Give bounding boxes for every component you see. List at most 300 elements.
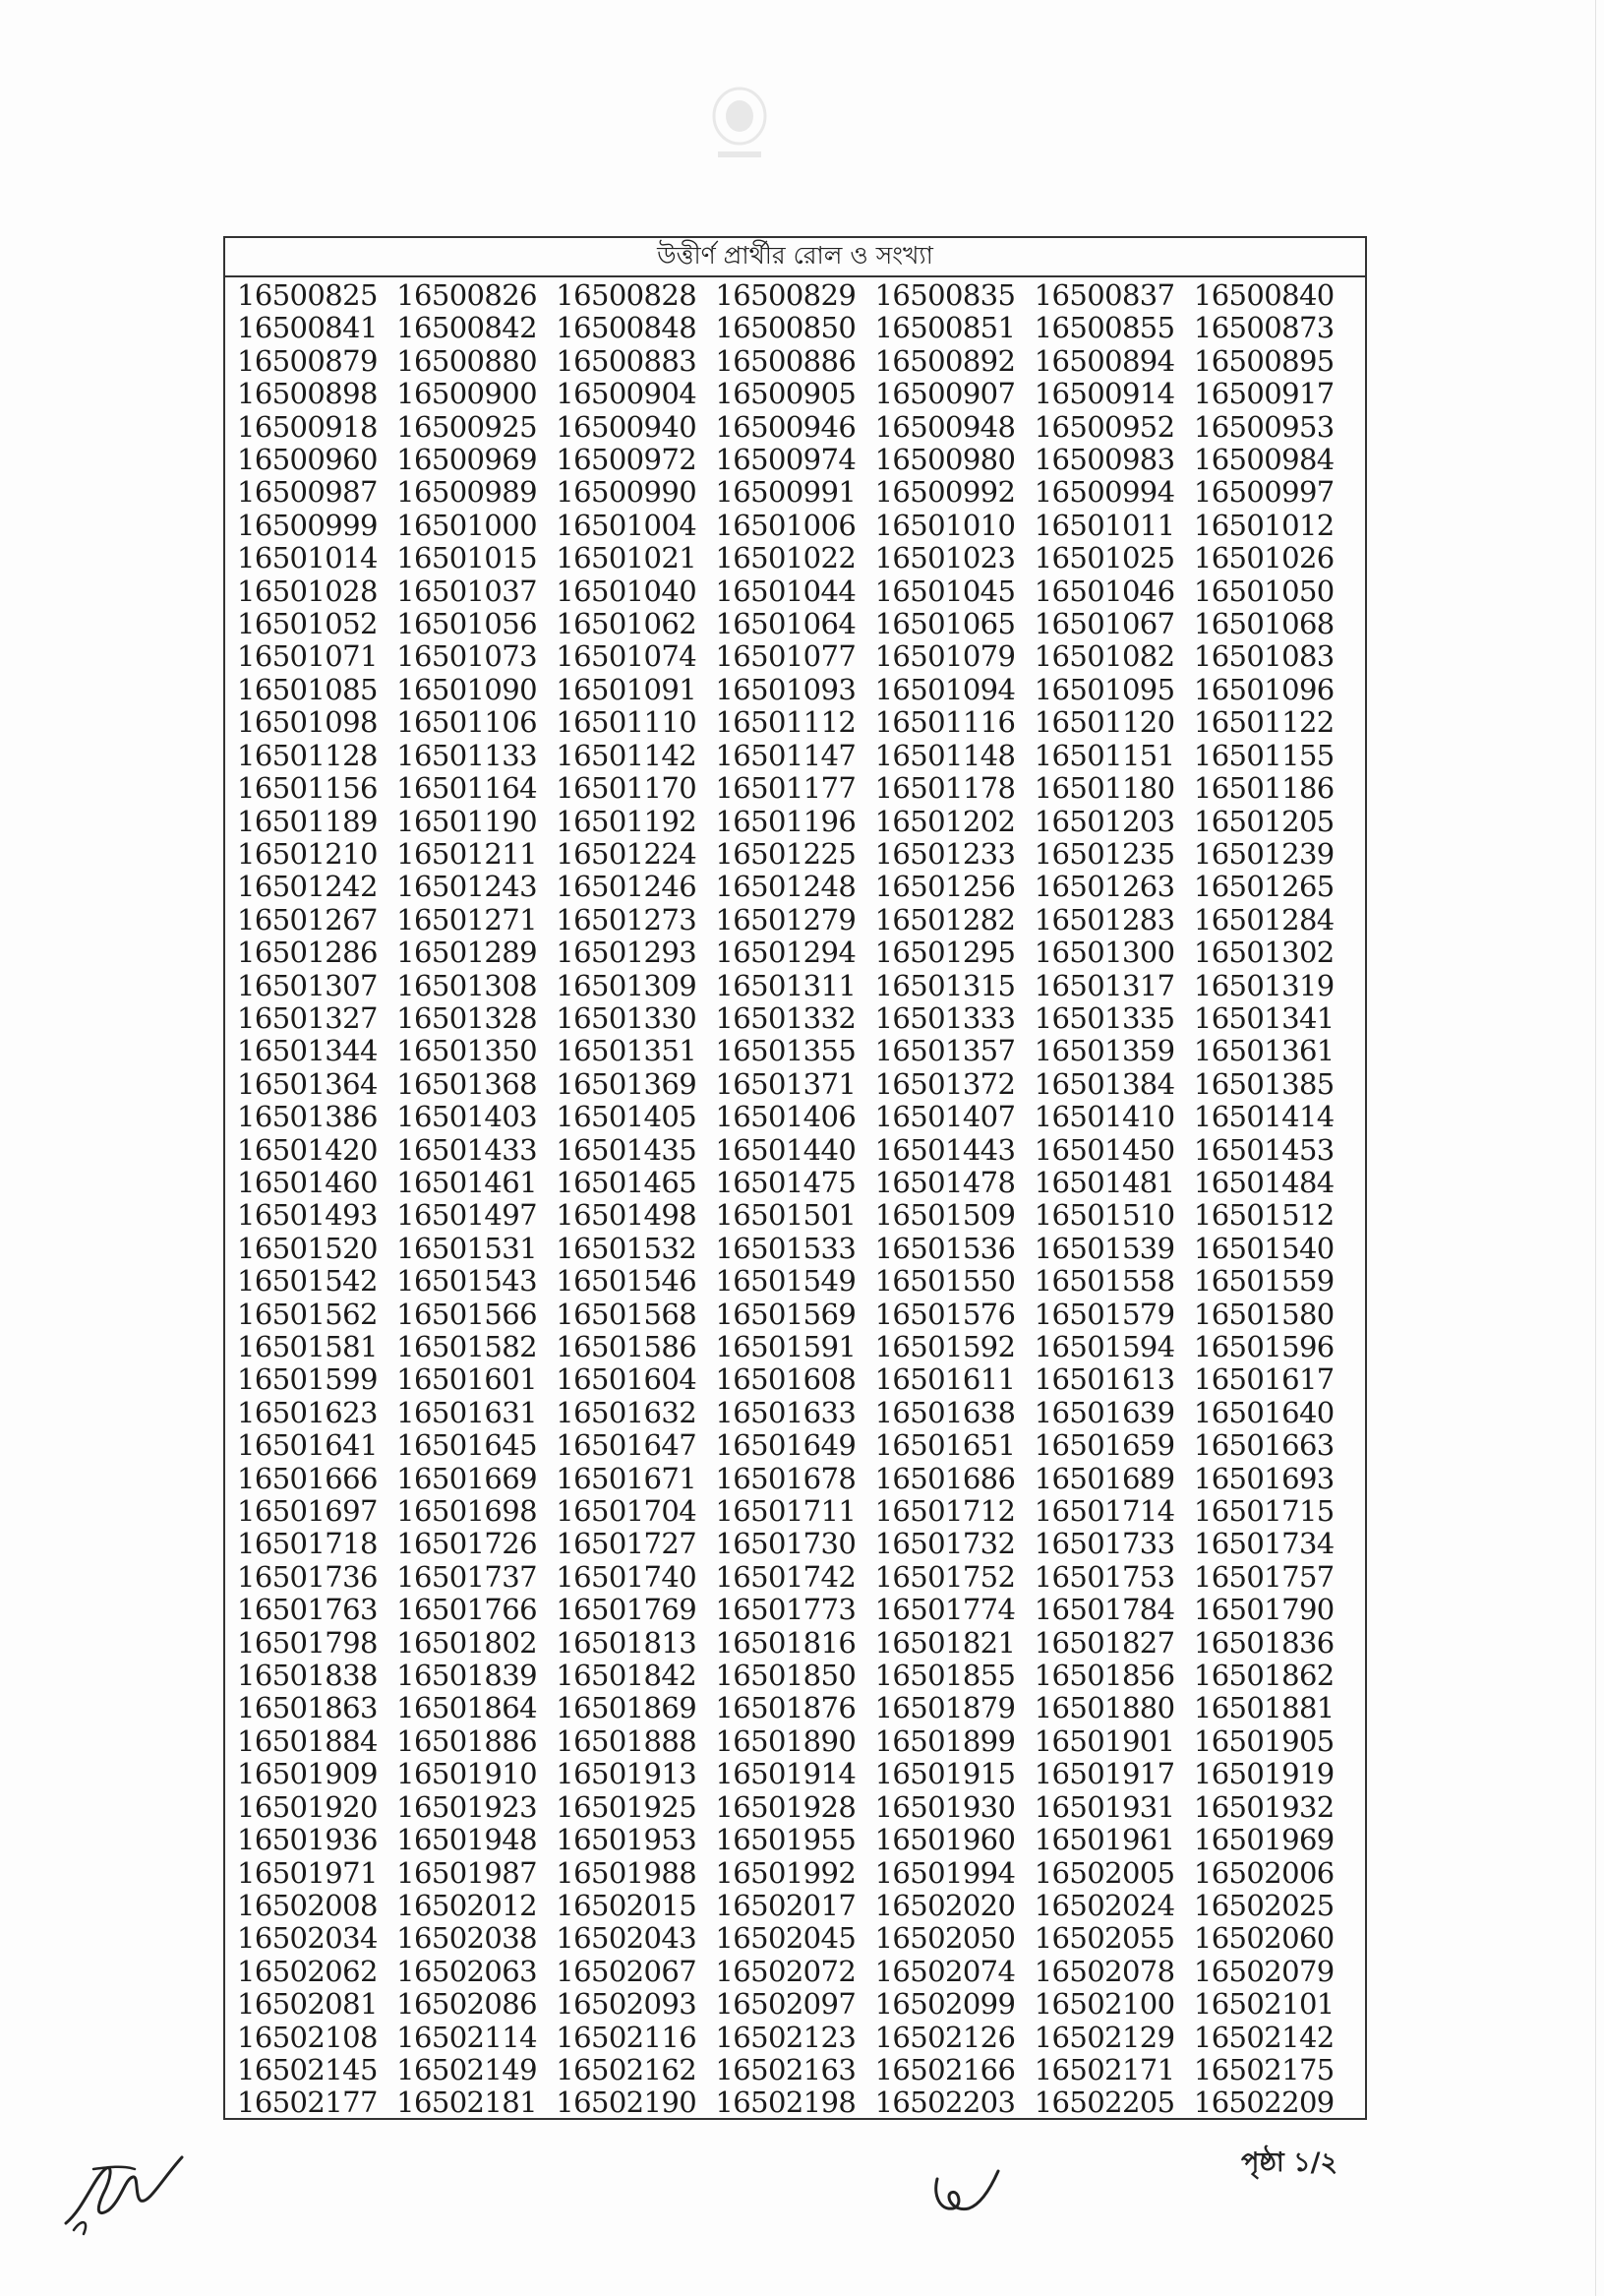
roll-number-cell: 16501403 (396, 1101, 537, 1134)
roll-number-cell: 16501604 (556, 1363, 697, 1397)
roll-number-cell: 16501623 (237, 1396, 378, 1429)
roll-number-cell: 16501406 (715, 1101, 857, 1134)
page-number: পৃষ্ঠা ১/২ (1241, 2147, 1338, 2178)
signature-icon (54, 2140, 192, 2248)
roll-number-cell: 16501798 (237, 1626, 378, 1660)
roll-number-cell: 16500905 (715, 378, 857, 411)
roll-number-cell: 16501757 (1193, 1560, 1335, 1594)
roll-number-cell: 16501740 (556, 1560, 697, 1594)
roll-number-cell: 16502086 (396, 1988, 537, 2022)
roll-number-cell: 16502067 (556, 1955, 697, 1988)
roll-number-cell: 16501414 (1193, 1101, 1335, 1134)
roll-number-cell: 16501542 (237, 1265, 378, 1299)
roll-number-cell: 16501884 (237, 1724, 378, 1758)
roll-number-cell: 16501263 (1034, 871, 1175, 904)
roll-number-cell: 16500999 (237, 509, 378, 542)
roll-number-cell: 16501737 (396, 1560, 537, 1594)
government-seal-icon (710, 87, 769, 165)
roll-number-cell: 16501550 (874, 1265, 1016, 1299)
roll-number-cell: 16500848 (556, 312, 697, 345)
roll-number-cell: 16501294 (715, 937, 857, 970)
roll-number-cell: 16500925 (396, 410, 537, 444)
roll-number-cell: 16501726 (396, 1528, 537, 1561)
roll-number-cell: 16502108 (237, 2021, 378, 2054)
roll-number-cell: 16501766 (396, 1594, 537, 1627)
roll-number-cell: 16501686 (874, 1462, 1016, 1495)
roll-number-cell: 16502015 (556, 1889, 697, 1922)
roll-number-cell: 16501067 (1034, 608, 1175, 641)
roll-number-cell: 16501512 (1193, 1199, 1335, 1233)
roll-number-cell: 16501714 (1034, 1495, 1175, 1529)
roll-number-cell: 16501052 (237, 608, 378, 641)
roll-number-cell: 16501881 (1193, 1692, 1335, 1725)
roll-number-cell: 16501559 (1193, 1265, 1335, 1299)
roll-number-cell: 16501295 (874, 937, 1016, 970)
roll-number-cell: 16500997 (1193, 476, 1335, 510)
roll-number-cell: 16501736 (237, 1560, 378, 1594)
roll-number-cell: 16501332 (715, 1001, 857, 1035)
roll-number-cell: 16501581 (237, 1331, 378, 1363)
roll-number-cell: 16501242 (237, 871, 378, 904)
roll-number-cell: 16501110 (556, 706, 697, 740)
roll-number-cell: 16502050 (874, 1922, 1016, 1956)
roll-number-cell: 16501271 (396, 903, 537, 937)
roll-number-cell: 16502017 (715, 1889, 857, 1922)
roll-number-cell: 16501919 (1193, 1758, 1335, 1791)
roll-number-cell: 16502142 (1193, 2021, 1335, 2054)
roll-number-cell: 16500851 (874, 312, 1016, 345)
roll-number-cell: 16501074 (556, 640, 697, 674)
roll-number-cell: 16502093 (556, 1988, 697, 2022)
roll-number-cell: 16500825 (237, 279, 378, 312)
roll-number-cell: 16501928 (715, 1790, 857, 1824)
roll-number-cell: 16502198 (715, 2086, 857, 2120)
roll-number-cell: 16501368 (396, 1067, 537, 1101)
initial-signature-icon (929, 2159, 1003, 2223)
roll-number-cell: 16502060 (1193, 1922, 1335, 1956)
roll-number-cell: 16501012 (1193, 509, 1335, 542)
roll-number-cell: 16501372 (874, 1067, 1016, 1101)
roll-number-cell: 16500960 (237, 444, 378, 477)
roll-number-cell: 16501543 (396, 1265, 537, 1299)
roll-number-cell: 16501085 (237, 673, 378, 706)
roll-number-cell: 16501497 (396, 1199, 537, 1233)
roll-number-cell: 16501842 (556, 1660, 697, 1693)
roll-number-cell: 16501689 (1034, 1462, 1175, 1495)
roll-number-cell: 16501569 (715, 1298, 857, 1331)
roll-number-cell: 16500880 (396, 344, 537, 378)
roll-number-cell: 16500918 (237, 410, 378, 444)
roll-number-cell: 16501022 (715, 542, 857, 575)
roll-number-cell: 16501992 (715, 1856, 857, 1890)
roll-number-cell: 16501827 (1034, 1626, 1175, 1660)
roll-number-cell: 16501651 (874, 1429, 1016, 1463)
roll-number-cell: 16501558 (1034, 1265, 1175, 1299)
roll-number-cell: 16501734 (1193, 1528, 1335, 1561)
roll-number-cell: 16500994 (1034, 476, 1175, 510)
roll-number-cell: 16501293 (556, 937, 697, 970)
roll-number-cell: 16501273 (556, 903, 697, 937)
roll-number-cell: 16501711 (715, 1495, 857, 1529)
roll-number-cell: 16501148 (874, 739, 1016, 772)
roll-number-cell: 16501953 (556, 1824, 697, 1857)
roll-number-cell: 16501120 (1034, 706, 1175, 740)
roll-number-cell: 16501420 (237, 1133, 378, 1167)
roll-number-cell: 16501802 (396, 1626, 537, 1660)
roll-number-cell: 16500842 (396, 312, 537, 345)
roll-number-cell: 16501205 (1193, 805, 1335, 838)
roll-number-cell: 16500879 (237, 344, 378, 378)
roll-number-cell: 16501536 (874, 1232, 1016, 1265)
roll-number-cell: 16502162 (556, 2053, 697, 2086)
roll-number-cell: 16500969 (396, 444, 537, 477)
roll-number-cell: 16501369 (556, 1067, 697, 1101)
roll-number-grid (225, 277, 1365, 2120)
roll-number-cell: 16501010 (874, 509, 1016, 542)
roll-number-cell: 16501763 (237, 1594, 378, 1627)
roll-number-cell: 16500948 (874, 410, 1016, 444)
roll-number-cell: 16502171 (1034, 2053, 1175, 2086)
roll-number-cell: 16502129 (1034, 2021, 1175, 2054)
roll-number-cell: 16500992 (874, 476, 1016, 510)
roll-number-cell: 16501460 (237, 1166, 378, 1199)
roll-number-cell: 16501601 (396, 1363, 537, 1397)
roll-number-cell: 16502166 (874, 2053, 1016, 2086)
roll-number-cell: 16501133 (396, 739, 537, 772)
roll-number-cell: 16501666 (237, 1462, 378, 1495)
roll-number-cell: 16501816 (715, 1626, 857, 1660)
roll-number-cell: 16501156 (237, 772, 378, 806)
roll-number-cell: 16501568 (556, 1298, 697, 1331)
roll-number-cell: 16501180 (1034, 772, 1175, 806)
roll-number-cell: 16501478 (874, 1166, 1016, 1199)
roll-number-cell: 16500974 (715, 444, 857, 477)
roll-number-cell: 16500917 (1193, 378, 1335, 411)
roll-number-cell: 16502005 (1034, 1856, 1175, 1890)
roll-number-cell: 16501901 (1034, 1724, 1175, 1758)
roll-number-cell: 16501196 (715, 805, 857, 838)
roll-number-cell: 16501540 (1193, 1232, 1335, 1265)
roll-number-cell: 16501608 (715, 1363, 857, 1397)
roll-number-cell: 16501484 (1193, 1166, 1335, 1199)
roll-number-cell: 16501753 (1034, 1560, 1175, 1594)
roll-number-cell: 16500829 (715, 279, 857, 312)
roll-number-cell: 16500907 (874, 378, 1016, 411)
roll-number-cell: 16501704 (556, 1495, 697, 1529)
roll-number-cell: 16501021 (556, 542, 697, 575)
roll-number-cell: 16501586 (556, 1331, 697, 1363)
roll-number-cell: 16502149 (396, 2053, 537, 2086)
roll-number-cell: 16502045 (715, 1922, 857, 1956)
roll-number-cell: 16501045 (874, 574, 1016, 608)
roll-number-cell: 16502034 (237, 1922, 378, 1956)
roll-number-cell: 16502081 (237, 1988, 378, 2022)
roll-number-cell: 16501501 (715, 1199, 857, 1233)
roll-number-cell: 16501023 (874, 542, 1016, 575)
roll-number-cell: 16501282 (874, 903, 1016, 937)
roll-number-cell: 16500904 (556, 378, 697, 411)
roll-number-cell: 16500900 (396, 378, 537, 411)
roll-number-cell: 16501531 (396, 1232, 537, 1265)
roll-number-cell: 16501582 (396, 1331, 537, 1363)
roll-number-cell: 16500991 (715, 476, 857, 510)
roll-number-cell: 16501836 (1193, 1626, 1335, 1660)
table-header: উত্তীর্ণ প্রার্থীর রোল ও সংখ্যা (225, 238, 1365, 277)
roll-number-cell: 16501011 (1034, 509, 1175, 542)
roll-number-cell: 16501856 (1034, 1660, 1175, 1693)
roll-number-cell: 16500914 (1034, 378, 1175, 411)
page-edge-line (1595, 0, 1596, 2296)
roll-number-cell: 16500837 (1034, 279, 1175, 312)
roll-number-cell: 16501435 (556, 1133, 697, 1167)
roll-number-cell: 16501361 (1193, 1035, 1335, 1068)
roll-number-cell: 16501122 (1193, 706, 1335, 740)
roll-number-cell: 16502062 (237, 1955, 378, 1988)
roll-number-cell: 16501869 (556, 1692, 697, 1725)
roll-number-cell: 16500892 (874, 344, 1016, 378)
roll-number-cell: 16501580 (1193, 1298, 1335, 1331)
roll-number-cell: 16501283 (1034, 903, 1175, 937)
roll-number-cell: 16501385 (1193, 1067, 1335, 1101)
roll-number-cell: 16501046 (1034, 574, 1175, 608)
roll-number-cell: 16501443 (874, 1133, 1016, 1167)
roll-number-cell: 16501961 (1034, 1824, 1175, 1857)
roll-number-cell: 16501596 (1193, 1331, 1335, 1363)
roll-number-cell: 16501520 (237, 1232, 378, 1265)
roll-number-cell: 16501638 (874, 1396, 1016, 1429)
roll-number-cell: 16501498 (556, 1199, 697, 1233)
roll-number-cell: 16501936 (237, 1824, 378, 1857)
roll-number-cell: 16500828 (556, 279, 697, 312)
roll-number-cell: 16501562 (237, 1298, 378, 1331)
roll-number-cell: 16502025 (1193, 1889, 1335, 1922)
roll-number-cell: 16501106 (396, 706, 537, 740)
roll-number-cell: 16501645 (396, 1429, 537, 1463)
roll-number-cell: 16501256 (874, 871, 1016, 904)
roll-number-cell: 16501079 (874, 640, 1016, 674)
roll-number-cell: 16501631 (396, 1396, 537, 1429)
roll-number-cell: 16501279 (715, 903, 857, 937)
roll-number-cell: 16500855 (1034, 312, 1175, 345)
roll-number-cell: 16501932 (1193, 1790, 1335, 1824)
roll-number-cell: 16502116 (556, 2021, 697, 2054)
roll-number-cell: 16501189 (237, 805, 378, 838)
roll-number-cell: 16501591 (715, 1331, 857, 1363)
roll-number-cell: 16501994 (874, 1856, 1016, 1890)
roll-number-cell: 16501351 (556, 1035, 697, 1068)
roll-number-cell: 16502101 (1193, 1988, 1335, 2022)
roll-number-cell: 16501044 (715, 574, 857, 608)
roll-number-cell: 16502043 (556, 1922, 697, 1956)
roll-number-cell: 16501640 (1193, 1396, 1335, 1429)
roll-number-cell: 16501095 (1034, 673, 1175, 706)
roll-number-cell: 16501265 (1193, 871, 1335, 904)
roll-number-cell: 16501077 (715, 640, 857, 674)
roll-number-cell: 16501311 (715, 969, 857, 1002)
roll-number-cell: 16501549 (715, 1265, 857, 1299)
roll-number-cell: 16501328 (396, 1001, 537, 1035)
roll-number-cell: 16502024 (1034, 1889, 1175, 1922)
roll-number-cell: 16501014 (237, 542, 378, 575)
roll-number-cell: 16501566 (396, 1298, 537, 1331)
roll-number-cell: 16501930 (874, 1790, 1016, 1824)
roll-number-cell: 16501000 (396, 509, 537, 542)
roll-number-cell: 16501410 (1034, 1101, 1175, 1134)
roll-number-cell: 16501094 (874, 673, 1016, 706)
roll-number-cell: 16501235 (1034, 837, 1175, 871)
roll-number-cell: 16501004 (556, 509, 697, 542)
roll-number-cell: 16501693 (1193, 1462, 1335, 1495)
roll-number-cell: 16501186 (1193, 772, 1335, 806)
roll-number-cell: 16501732 (874, 1528, 1016, 1561)
roll-number-cell: 16501098 (237, 706, 378, 740)
roll-number-cell: 16501510 (1034, 1199, 1175, 1233)
roll-number-cell: 16501917 (1034, 1758, 1175, 1791)
roll-number-cell: 16501239 (1193, 837, 1335, 871)
roll-number-cell: 16501669 (396, 1462, 537, 1495)
roll-number-cell: 16501641 (237, 1429, 378, 1463)
roll-number-cell: 16501769 (556, 1594, 697, 1627)
roll-number-cell: 16501289 (396, 937, 537, 970)
roll-number-cell: 16500990 (556, 476, 697, 510)
roll-number-cell: 16500841 (237, 312, 378, 345)
roll-number-cell: 16500826 (396, 279, 537, 312)
roll-number-cell: 16501481 (1034, 1166, 1175, 1199)
roll-number-cell: 16501407 (874, 1101, 1016, 1134)
roll-number-cell: 16501233 (874, 837, 1016, 871)
roll-number-cell: 16502063 (396, 1955, 537, 1988)
roll-number-cell: 16501752 (874, 1560, 1016, 1594)
roll-number-cell: 16501357 (874, 1035, 1016, 1068)
roll-number-cell: 16500987 (237, 476, 378, 510)
roll-number-cell: 16501864 (396, 1692, 537, 1725)
roll-number-cell: 16501450 (1034, 1133, 1175, 1167)
roll-number-cell: 16501594 (1034, 1331, 1175, 1363)
roll-number-cell: 16501308 (396, 969, 537, 1002)
roll-number-cell: 16501465 (556, 1166, 697, 1199)
roll-number-cell: 16500983 (1034, 444, 1175, 477)
roll-number-cell: 16500980 (874, 444, 1016, 477)
roll-number-cell: 16501988 (556, 1856, 697, 1890)
roll-number-cell: 16501037 (396, 574, 537, 608)
roll-number-cell: 16501284 (1193, 903, 1335, 937)
roll-number-cell: 16501440 (715, 1133, 857, 1167)
roll-number-cell: 16501855 (874, 1660, 1016, 1693)
roll-number-cell: 16501453 (1193, 1133, 1335, 1167)
roll-number-cell: 16501203 (1034, 805, 1175, 838)
roll-number-cell: 16502163 (715, 2053, 857, 2086)
roll-number-cell: 16501913 (556, 1758, 697, 1791)
passed-candidates-table (223, 236, 1367, 2120)
roll-number-cell: 16502205 (1034, 2086, 1175, 2120)
roll-number-cell: 16500883 (556, 344, 697, 378)
roll-number-cell: 16501317 (1034, 969, 1175, 1002)
roll-number-cell: 16501309 (556, 969, 697, 1002)
roll-number-cell: 16501224 (556, 837, 697, 871)
roll-number-cell: 16501862 (1193, 1660, 1335, 1693)
roll-number-cell: 16501151 (1034, 739, 1175, 772)
roll-number-cell: 16501246 (556, 871, 697, 904)
roll-number-cell: 16501727 (556, 1528, 697, 1561)
roll-number-cell: 16501335 (1034, 1001, 1175, 1035)
roll-number-cell: 16501083 (1193, 640, 1335, 674)
roll-number-cell: 16501920 (237, 1790, 378, 1824)
roll-number-cell: 16501960 (874, 1824, 1016, 1857)
roll-number-cell: 16501821 (874, 1626, 1016, 1660)
roll-number-cell: 16501539 (1034, 1232, 1175, 1265)
roll-number-cell: 16501026 (1193, 542, 1335, 575)
roll-number-cell: 16501142 (556, 739, 697, 772)
roll-number-cell: 16501838 (237, 1660, 378, 1693)
roll-number-cell: 16501678 (715, 1462, 857, 1495)
roll-number-cell: 16502012 (396, 1889, 537, 1922)
roll-number-cell: 16502074 (874, 1955, 1016, 1988)
roll-number-cell: 16501948 (396, 1824, 537, 1857)
roll-number-cell: 16500850 (715, 312, 857, 345)
roll-number-cell: 16501633 (715, 1396, 857, 1429)
roll-number-cell: 16501056 (396, 608, 537, 641)
roll-number-cell: 16501971 (237, 1856, 378, 1890)
roll-number-cell: 16501164 (396, 772, 537, 806)
roll-number-cell: 16501730 (715, 1528, 857, 1561)
roll-number-cell: 16501987 (396, 1856, 537, 1890)
roll-number-cell: 16501905 (1193, 1724, 1335, 1758)
roll-number-cell: 16501433 (396, 1133, 537, 1167)
roll-number-cell: 16501890 (715, 1724, 857, 1758)
roll-number-cell: 16501599 (237, 1363, 378, 1397)
roll-number-cell: 16501611 (874, 1363, 1016, 1397)
roll-number-cell: 16501319 (1193, 969, 1335, 1002)
roll-number-cell: 16501073 (396, 640, 537, 674)
roll-number-cell: 16501632 (556, 1396, 697, 1429)
roll-number-cell: 16502078 (1034, 1955, 1175, 1988)
roll-number-cell: 16501344 (237, 1035, 378, 1068)
roll-number-cell: 16501649 (715, 1429, 857, 1463)
roll-number-cell: 16500873 (1193, 312, 1335, 345)
roll-number-cell: 16501359 (1034, 1035, 1175, 1068)
roll-number-cell: 16501028 (237, 574, 378, 608)
roll-number-cell: 16500894 (1034, 344, 1175, 378)
roll-number-cell: 16501341 (1193, 1001, 1335, 1035)
roll-number-cell: 16501863 (237, 1692, 378, 1725)
roll-number-cell: 16501955 (715, 1824, 857, 1857)
roll-number-cell: 16501267 (237, 903, 378, 937)
roll-number-cell: 16501112 (715, 706, 857, 740)
roll-number-cell: 16501876 (715, 1692, 857, 1725)
roll-number-cell: 16501155 (1193, 739, 1335, 772)
roll-number-cell: 16501116 (874, 706, 1016, 740)
roll-number-cell: 16501579 (1034, 1298, 1175, 1331)
roll-number-cell: 16501461 (396, 1166, 537, 1199)
roll-number-cell: 16500835 (874, 279, 1016, 312)
roll-number-cell: 16502072 (715, 1955, 857, 1988)
roll-number-cell: 16501211 (396, 837, 537, 871)
roll-number-cell: 16501790 (1193, 1594, 1335, 1627)
roll-number-cell: 16501355 (715, 1035, 857, 1068)
roll-number-cell: 16502145 (237, 2053, 378, 2086)
roll-number-cell: 16501910 (396, 1758, 537, 1791)
roll-number-cell: 16501225 (715, 837, 857, 871)
roll-number-cell: 16501068 (1193, 608, 1335, 641)
roll-number-cell: 16502177 (237, 2086, 378, 2120)
roll-number-cell: 16502020 (874, 1889, 1016, 1922)
roll-number-cell: 16501592 (874, 1331, 1016, 1363)
roll-number-cell: 16502190 (556, 2086, 697, 2120)
roll-number-cell: 16501093 (715, 673, 857, 706)
roll-number-cell: 16501850 (715, 1660, 857, 1693)
roll-number-cell: 16501064 (715, 608, 857, 641)
roll-number-cell: 16501006 (715, 509, 857, 542)
